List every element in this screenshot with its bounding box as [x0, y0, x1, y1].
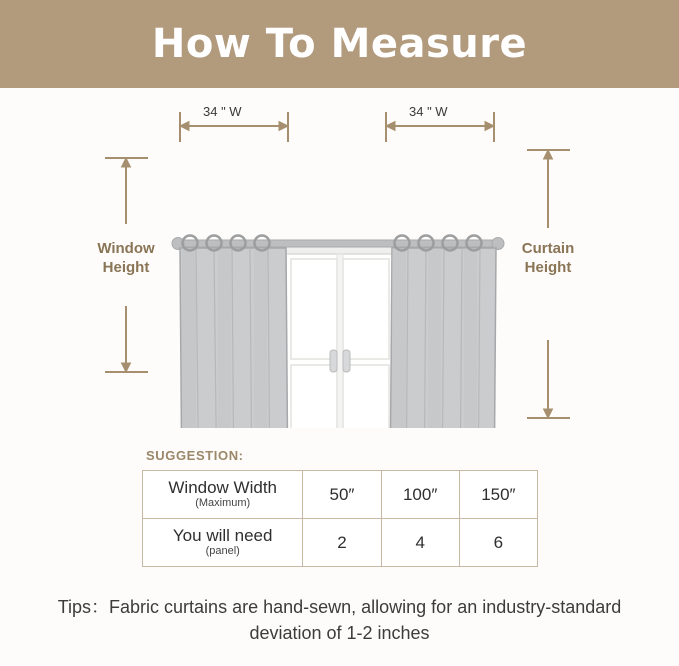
curtain-height-dimension [524, 150, 572, 418]
window-handle [330, 350, 337, 372]
table-row [143, 519, 538, 567]
window-pane [343, 259, 389, 359]
row-header-window-width [143, 471, 303, 519]
curtain-rod [176, 240, 500, 247]
window-height-label-line2: Height [102, 258, 150, 276]
curtain-panel-right [390, 236, 496, 429]
suggestion-table [142, 470, 538, 567]
cell-panels-3: 6 [459, 519, 537, 567]
window-pane [291, 365, 337, 428]
suggestion-label: SUGGESTION: [146, 448, 244, 463]
curtain-height-label [493, 240, 603, 278]
width-label-right: 34 " W [409, 104, 448, 119]
curtain-height-label-line2: Height [524, 258, 572, 276]
window-mullion [337, 254, 343, 428]
window-handle [343, 350, 350, 372]
cell-panels-1: 2 [303, 519, 381, 567]
measure-diagram [0, 88, 679, 428]
window-height-label [71, 240, 181, 278]
row-header-main: Window Width [168, 478, 278, 498]
row-header-you-will-need [143, 519, 303, 567]
curtain-height-label-line1: Curtain [521, 240, 575, 257]
row-header-sub: (Maximum) [195, 497, 251, 510]
table-row [143, 471, 538, 519]
window-height-label-line1: Window [97, 240, 155, 257]
width-label-left: 34 " W [203, 104, 242, 119]
window-pane [291, 259, 337, 359]
cell-window-width-2: 100″ [381, 471, 459, 519]
row-header-main: You will need [172, 526, 273, 546]
tips-text: Fabric curtains are hand-sewn, allowing for an industry-standard deviation of 1-2 inches [109, 597, 622, 644]
cell-panels-2: 4 [381, 519, 459, 567]
curtain-panel-left [180, 236, 288, 429]
row-header-sub: (panel) [205, 545, 240, 558]
header-banner [0, 0, 679, 88]
window-pane [343, 365, 389, 428]
cell-window-width-3: 150″ [459, 471, 537, 519]
cell-window-width-1: 50″ [303, 471, 381, 519]
tips-label: Tips： [57, 597, 110, 617]
tips-section [0, 594, 679, 646]
page-title: How To Measure [151, 21, 528, 67]
